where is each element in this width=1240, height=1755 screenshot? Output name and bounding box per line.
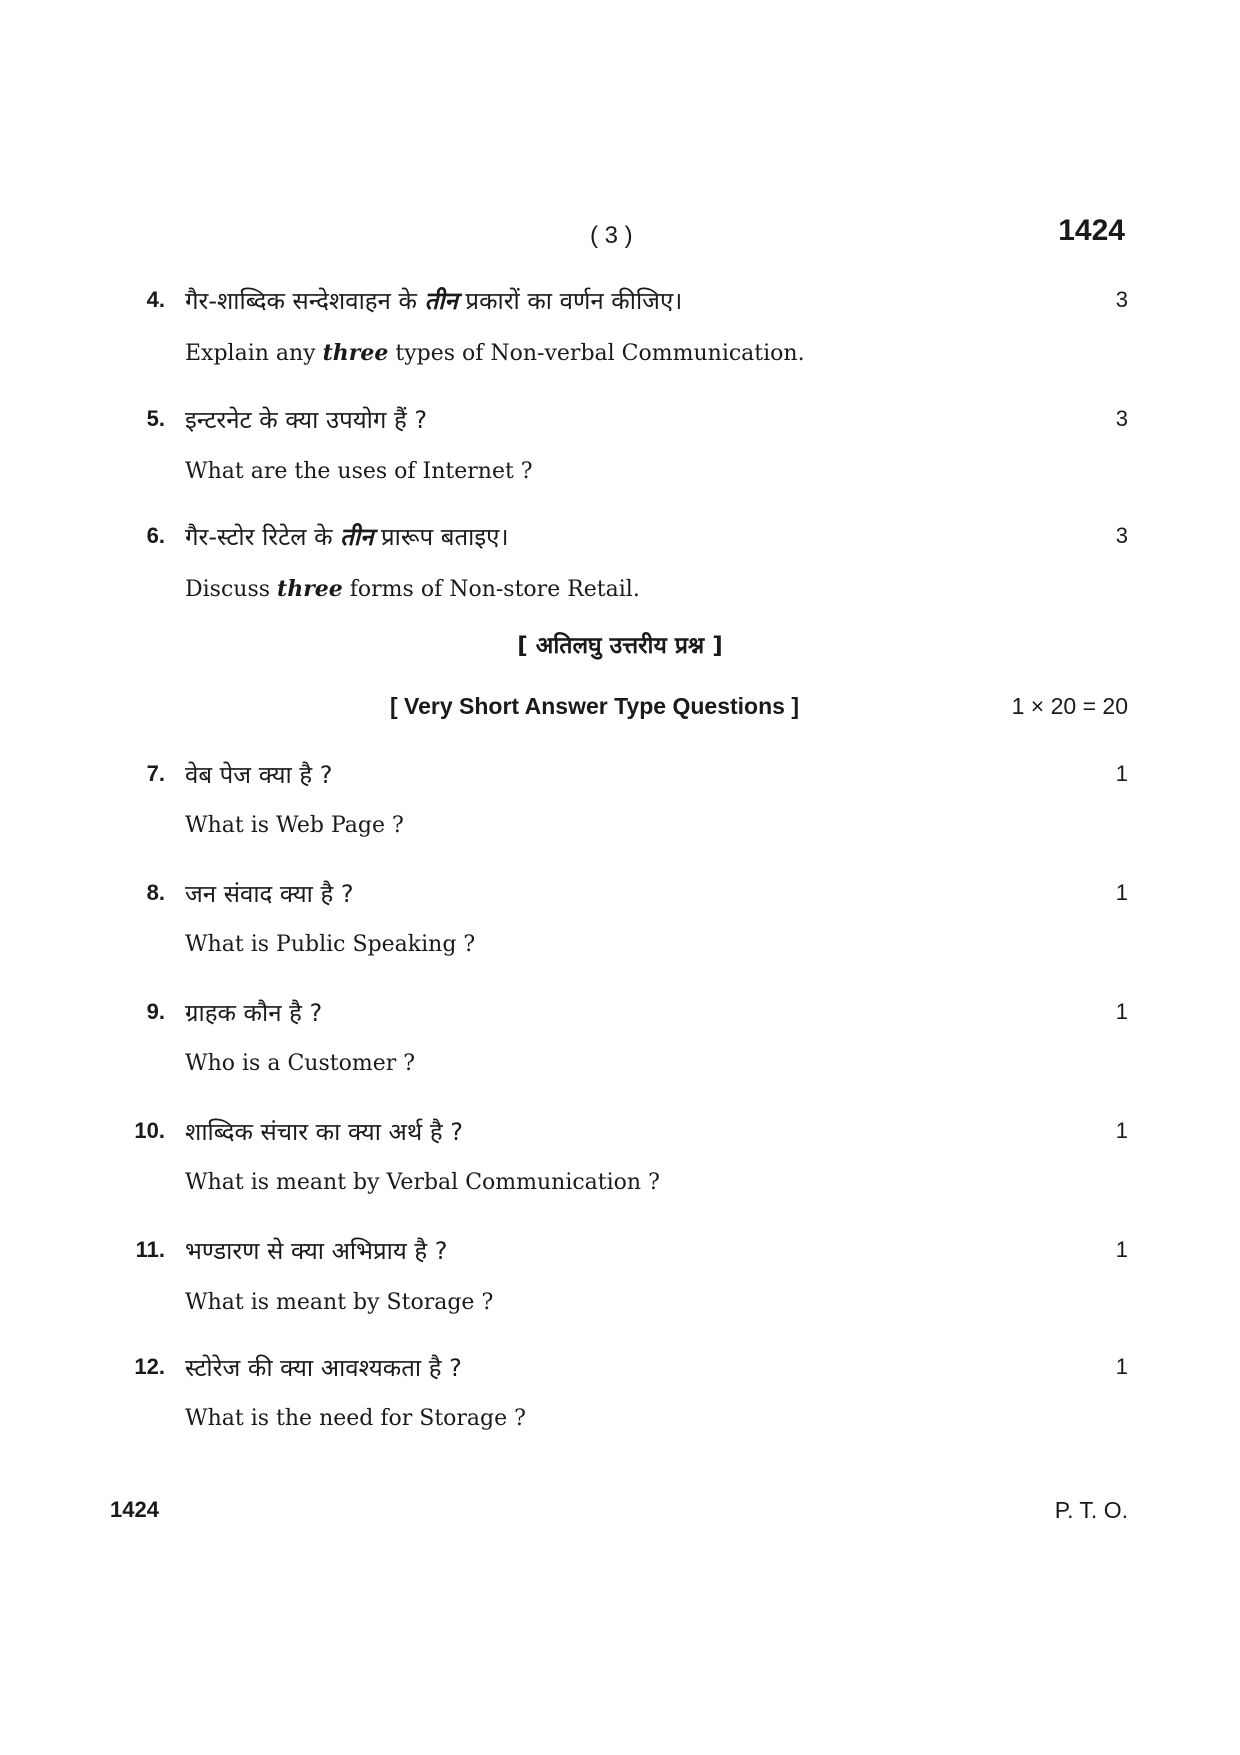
- question-hindi: भण्डारण से क्या अभिप्राय है ?: [185, 1237, 448, 1265]
- question-english: Explain any three types of Non-verbal Communication.: [185, 340, 805, 366]
- question-english: What are the uses of Internet ?: [185, 459, 533, 484]
- question-marks: 1: [1115, 1354, 1128, 1379]
- section-marks: 1 × 20 = 20: [1011, 693, 1128, 719]
- question-marks: 1: [1115, 999, 1128, 1024]
- question-number: 4.: [146, 287, 165, 312]
- question-number: 7.: [146, 761, 165, 786]
- question-english: What is Public Speaking ?: [185, 932, 476, 957]
- question-number: 11.: [135, 1237, 165, 1262]
- question-number: 5.: [146, 406, 165, 431]
- footer-pto: P. T. O.: [1054, 1497, 1128, 1523]
- question-number: 10.: [134, 1118, 165, 1143]
- page-number: ( 3 ): [590, 222, 633, 249]
- question-marks: 1: [1115, 880, 1128, 905]
- paper-code: 1424: [1058, 214, 1125, 247]
- question-marks: 1: [1115, 1237, 1128, 1262]
- question-english: What is the need for Storage ?: [185, 1406, 526, 1431]
- question-hindi: ग्राहक कौन है ?: [185, 999, 323, 1027]
- question-number: 9.: [146, 999, 165, 1024]
- question-number: 6.: [146, 523, 165, 548]
- question-hindi: गैर-शाब्दिक सन्देशवाहन के तीन प्रकारों का वर्णन कीजिए।: [185, 287, 683, 315]
- question-hindi: जन संवाद क्या है ?: [185, 880, 354, 908]
- question-english: Who is a Customer ?: [185, 1051, 416, 1076]
- question-number: 12.: [134, 1354, 165, 1379]
- question-english: Discuss three forms of Non-store Retail.: [185, 576, 640, 602]
- question-marks: 3: [1115, 523, 1128, 548]
- question-hindi: शाब्दिक संचार का क्या अर्थ है ?: [185, 1118, 463, 1146]
- question-hindi: इन्टरनेट के क्या उपयोग हैं ?: [185, 406, 428, 434]
- question-english: What is meant by Storage ?: [185, 1290, 494, 1315]
- question-marks: 3: [1115, 406, 1128, 431]
- question-marks: 1: [1115, 1118, 1128, 1143]
- question-english: What is meant by Verbal Communication ?: [185, 1170, 660, 1195]
- question-hindi: स्टोरेज की क्या आवश्यकता है ?: [185, 1354, 462, 1382]
- question-hindi: वेब पेज क्या है ?: [185, 761, 333, 789]
- question-marks: 1: [1115, 761, 1128, 786]
- question-marks: 3: [1115, 287, 1128, 312]
- section-title-english: [ Very Short Answer Type Questions ]: [390, 693, 799, 719]
- footer-paper-code: 1424: [110, 1497, 159, 1522]
- section-title-hindi: [ अतिलघु उत्तरीय प्रश्न ]: [517, 633, 723, 659]
- question-english: What is Web Page ?: [185, 813, 404, 838]
- question-number: 8.: [146, 880, 165, 905]
- question-hindi: गैर-स्टोर रिटेल के तीन प्रारूप बताइए।: [185, 523, 509, 551]
